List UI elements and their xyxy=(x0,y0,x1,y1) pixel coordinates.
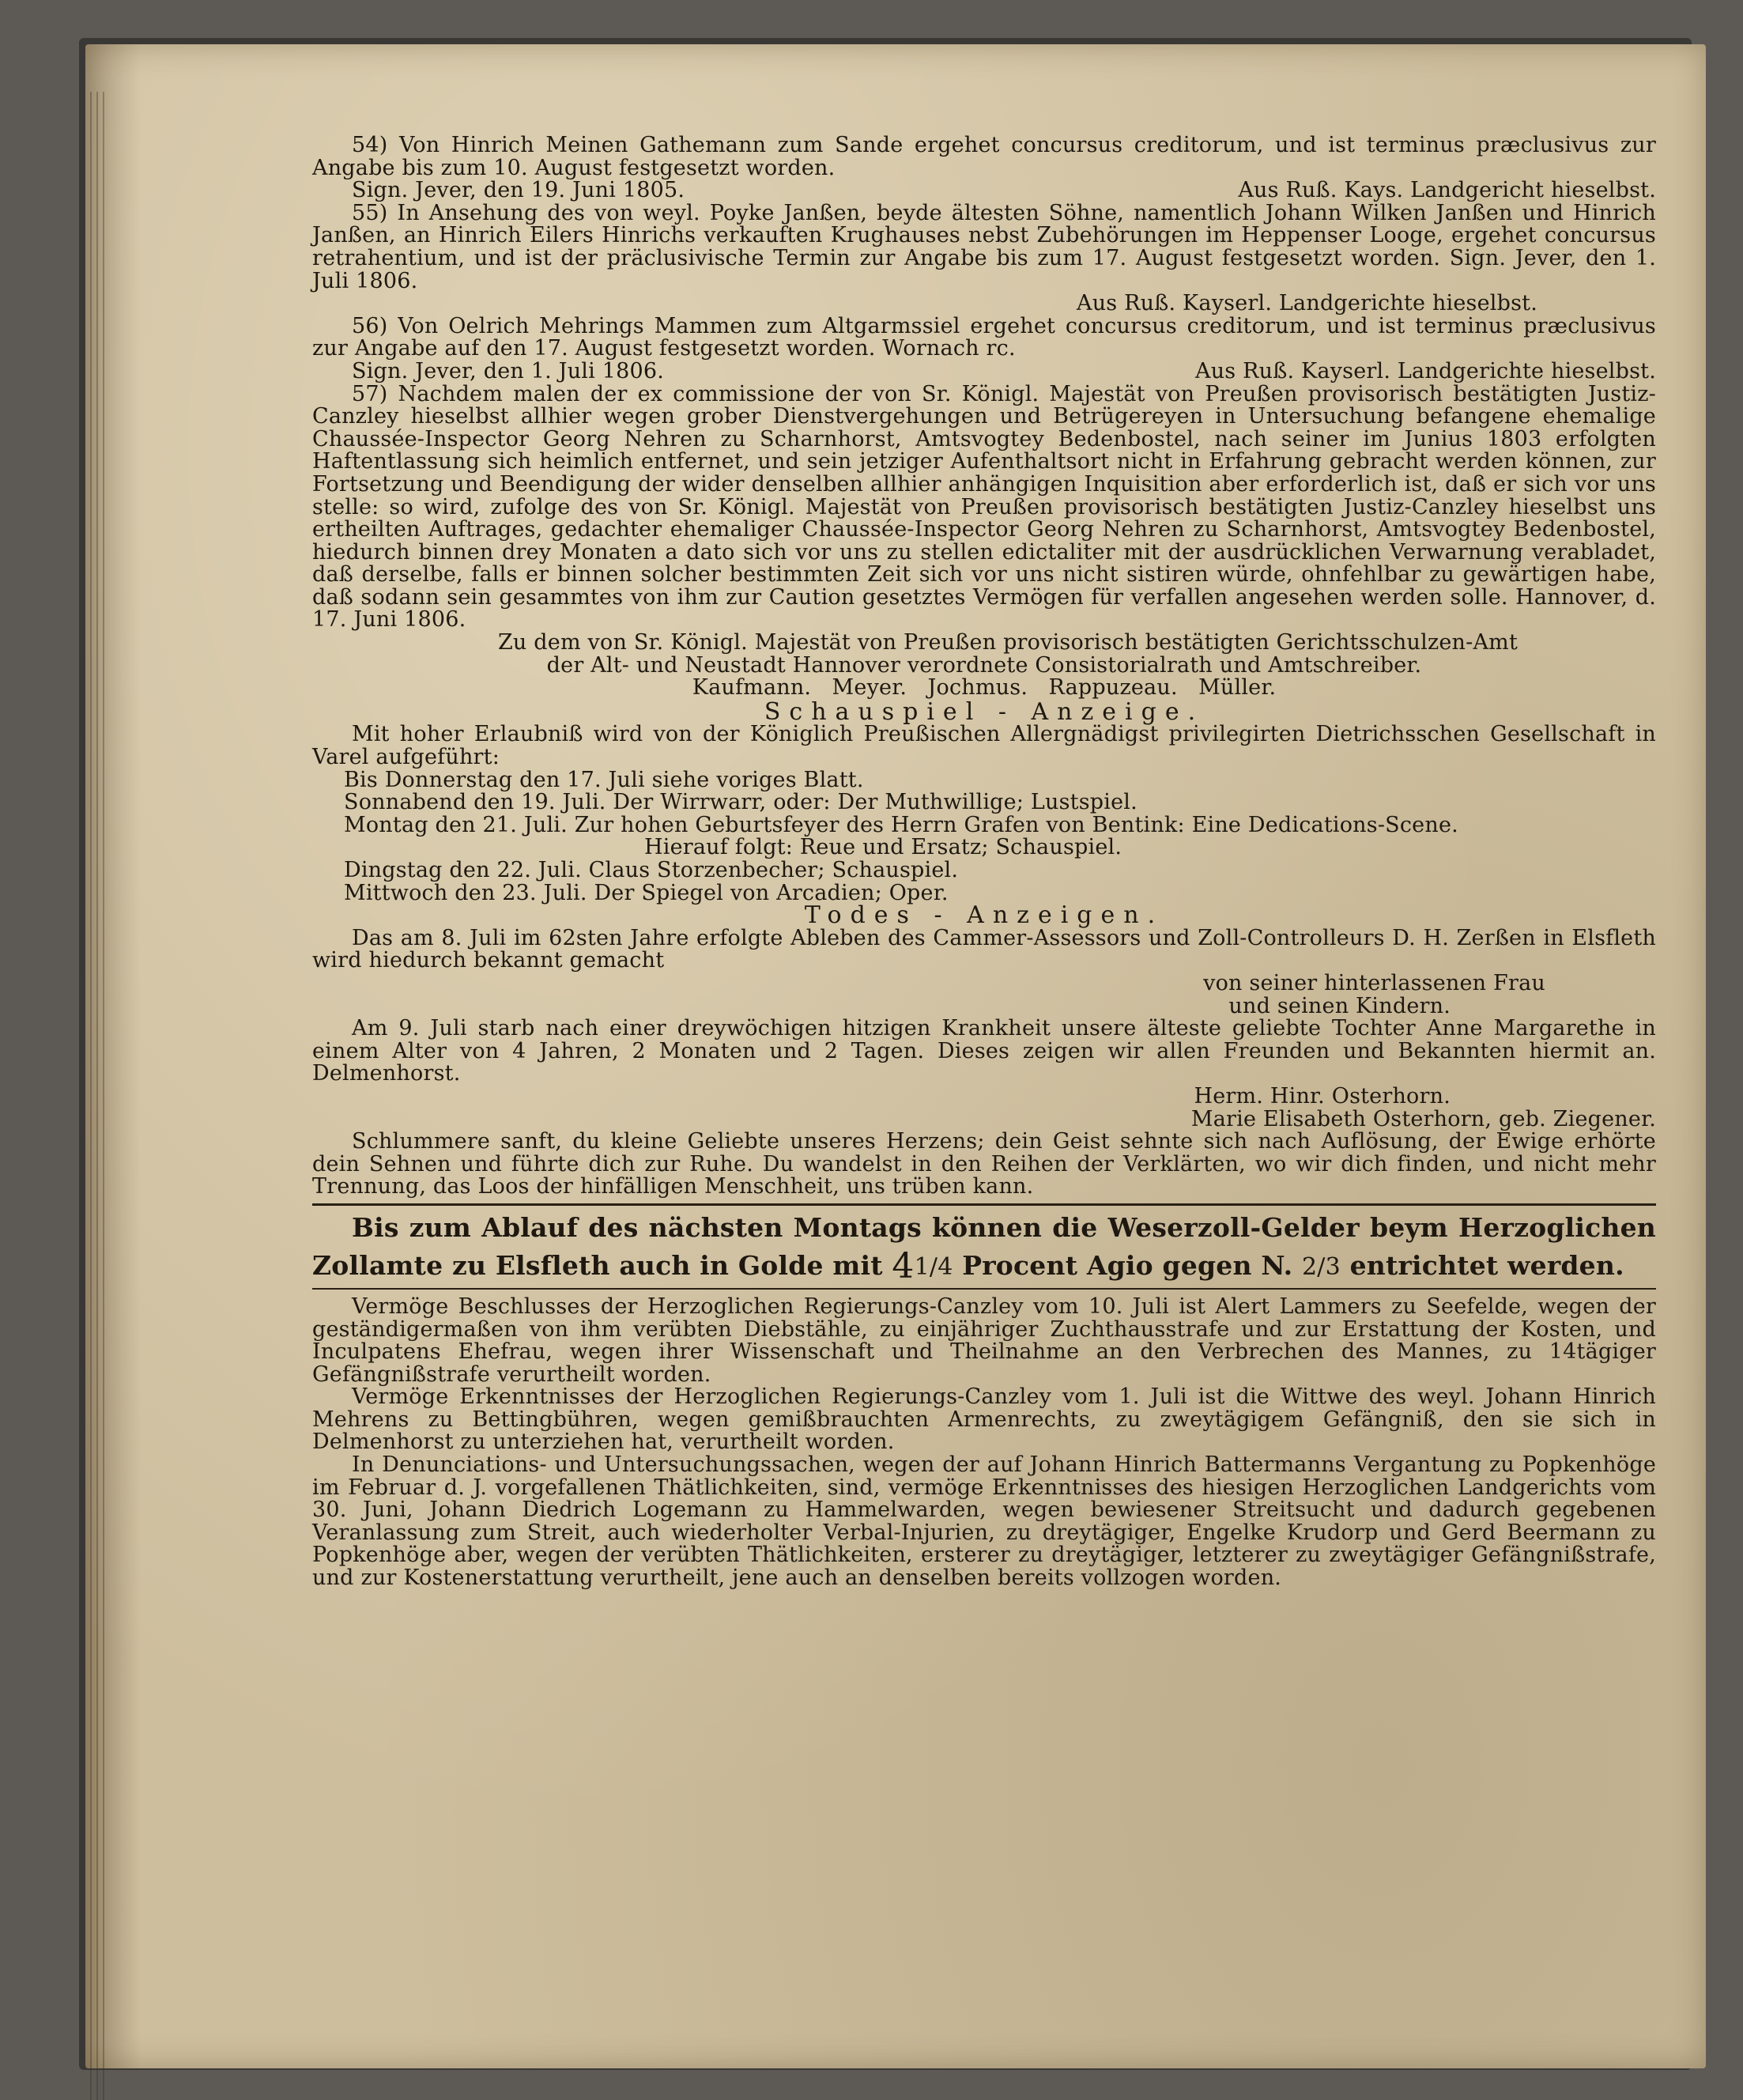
death-notice-2-sign2: Marie Elisabeth Osterhorn, geb. Ziegener. xyxy=(1190,1106,1656,1131)
notice-54-sign-right: Aus Ruß. Kays. Landgericht hieselbst. xyxy=(1238,178,1656,203)
zoll-frac2: 2/3 xyxy=(1302,1252,1341,1281)
notice-55-sign-right: Aus Ruß. Kayserl. Landgerichte hieselbst. xyxy=(1077,291,1537,316)
notice-54-sign-left: Sign. Jever, den 19. Juni 1805. xyxy=(352,178,685,203)
zoll-notice-text-b: Procent Agio gegen N. xyxy=(962,1249,1293,1281)
zoll-notice xyxy=(312,1209,1656,1286)
divider-rule xyxy=(312,1203,1656,1206)
zoll-notice-text-c: entrichtet werden. xyxy=(1349,1249,1624,1281)
page-edge-line xyxy=(90,92,92,2100)
theatre-schedule-item: Sonnabend den 19. Juli. Der Wirrwarr, oder: Der Muthwillige; Lustspiel. xyxy=(344,790,1137,815)
notice-57-text: 57) Nachdem malen der ex commissione der von Sr. Königl. Majestät von Preußen provisorisch bestätigten Justiz-Canzley hieselbst allhier wegen grober Dienstvergehungen und Betrügereyen in Untersuchung befangene ehemalige Chaussée-Inspector Georg Nehren zu Scharnhorst, Amtsvogtey Bedenbostel, nach seiner im Junius 1803 erfolgten Haftentlassung sich heimlich entfernet, und sein jetziger Aufenthaltsort nicht in Erfahrung gebracht werden können, zur Fortsetzung und Beendigung der wider denselben allhier anhängigen Inquisition aber erforderlich ist, daß er sich vor uns stelle: so wird, zufolge des von Sr. Königl. Majestät von Preußen provisorisch bestätigten Justiz-Canzley hieselbst uns ertheilten Auftrages, gedachter ehemaliger Chaussée-Inspector Georg Nehren zu Scharnhorst, Amtsvogtey Bedenbostel, hiedurch binnen drey Monaten a dato sich vor uns zu stellen edictaliter mit der ausdrücklichen Verwarnung verabladet, daß derselbe, falls er binnen solcher bestimmten Zeit sich vor uns nicht sistiren würde, ohnfehlbar zu gewärtigen habe, daß sodann sein gesammtes von ihm zur Caution gesetztes Vermögen für verfallen angesehen werden solle. Hannover, d. 17. Juni 1806. xyxy=(312,381,1656,633)
notice-56-text: 56) Von Oelrich Mehrings Mammen zum Altgarmssiel ergehet concursus creditorum, und ist terminus præclusivus zur Angabe auf den 17. August festgesetzt worden. Wornach rc. xyxy=(312,313,1656,361)
notice-54-signature xyxy=(312,179,1656,202)
death-notice-1-text: Das am 8. Juli im 62sten Jahre erfolgte Ableben des Cammer-Assessors und Zoll-Controlleurs D. H. Zerßen in Elsfleth wird hiedurch bekannt gemacht xyxy=(312,925,1656,973)
theatre-heading: Schauspiel - Anzeige. xyxy=(764,697,1205,726)
theatre-schedule-item: Hierauf folgt: Reue und Ersatz; Schauspiel. xyxy=(644,835,1122,860)
zoll-frac-whole: 4 xyxy=(892,1245,915,1286)
sentence-notice: Vermöge Beschlusses der Herzoglichen Regierungs-Canzley vom 10. Juli ist Alert Lammers zu Seefelde, wegen der geständigermaßen von ihm verübten Diebstähle, zu einjähriger Zuchthausstrafe und zur Erstattung der Kosten, und Inculpatens Ehefrau, wegen ihrer Wissenschaft und Theilnahme an den Verbrechen des Mannes, zu 14tägiger Gefängnißstrafe verurtheilt worden. xyxy=(312,1294,1656,1387)
sentence-notice: Vermöge Erkenntnisses der Herzoglichen Regierungs-Canzley vom 1. Juli ist die Wittwe des weyl. Johann Hinrich Mehrens zu Bettingbühren, wegen gemißbrauchten Armenrechts, zu zweytägigem Gefängniß, den sie sich in Delmenhorst zu unterziehen hat, verurtheilt worden. xyxy=(312,1384,1656,1455)
theatre-schedule-item: Bis Donnerstag den 17. Juli siehe voriges Blatt. xyxy=(344,767,864,792)
zoll-notice-text-a: Bis zum Ablauf des nächsten Montags können die Weserzoll-Gelder beym Herzoglichen Zollamte zu Elsfleth auch in Golde mit xyxy=(312,1211,1656,1281)
notice-56-signature xyxy=(312,358,1656,383)
notice-56-sign-right: Aus Ruß. Kayserl. Landgerichte hieselbst. xyxy=(1195,358,1656,383)
page-content xyxy=(312,134,1656,1590)
theatre-schedule-item: Mittwoch den 23. Juli. Der Spiegel von Arcadien; Oper. xyxy=(344,880,949,905)
death-notice-2-text: Am 9. Juli starb nach einer dreywöchigen hitzigen Krankheit unsere älteste geliebte Tochter Anne Margarethe in einem Alter von 4 Jahren, 2 Monaten und 2 Tagen. Dieses zeigen wir allen Freunden und Bekannten hiermit an. Delmenhorst. xyxy=(312,1016,1656,1086)
death-notice-1-sign2: und seinen Kindern. xyxy=(1228,993,1451,1018)
death-notice-1-sign1: von seiner hinterlassenen Frau xyxy=(1203,970,1545,995)
notice-57-sign-line2: der Alt- und Neustadt Hannover verordnete Consistorialrath und Amtschreiber. xyxy=(546,652,1422,678)
notice-56-sign-left: Sign. Jever, den 1. Juli 1806. xyxy=(352,358,665,383)
notice-55-text: 55) In Ansehung des von weyl. Poyke Janßen, beyde ältesten Söhne, namentlich Johann Wilken Janßen und Hinrich Janßen, an Hinrich Eilers Hinrichs verkauften Krughauses nebst Zubehörungen im Heppenser Looge, ergehet concursus retrahentium, und ist der präclusivische Termin zur Angabe bis zum 17. August festgesetzt worden. Sign. Jever, den 1. Juli 1806. xyxy=(312,200,1656,293)
divider-rule xyxy=(312,1288,1656,1290)
page-edge-line xyxy=(96,92,98,2100)
notice-54-text: 54) Von Hinrich Meinen Gathemann zum Sande ergehet concursus creditorum, und ist terminus præclusivus zur Angabe bis zum 10. August festgesetzt worden. xyxy=(312,133,1656,180)
zoll-frac: 1/4 xyxy=(914,1252,953,1281)
theatre-schedule-item: Montag den 21. Juli. Zur hohen Geburtsfeyer des Herrn Grafen von Bentink: Eine Dedications-Scene. xyxy=(344,812,1458,837)
sentence-notice: In Denunciations- und Untersuchungssachen, wegen der auf Johann Hinrich Battermanns Vergantung zu Popkenhöge im Februar d. J. vorgefallenen Thätlichkeiten, sind, vermöge Erkenntnisses des hiesigen Herzoglichen Landgerichts vom 30. Juni, Johann Diedrich Logemann zu Hammelwarden, wegen bewiesener Streitsucht und dadurch gegebenen Veranlassung zum Streit, auch wiederholter Verbal-Injurien, zu dreytägiger, Engelke Krudorp und Gerd Beermann zu Popkenhöge aber, wegen der verübten Thätlichkeiten, ersterer zu dreytägiger, letzterer zu zweytägiger Gefängnißstrafe, und zur Kostenerstattung verurtheilt, jene auch an denselben bereits vollzogen worden. xyxy=(312,1452,1656,1591)
death-notice-2-sign1: Herm. Hinr. Osterhorn. xyxy=(1194,1083,1451,1109)
death-notice-2-epitaph: Schlummere sanft, du kleine Geliebte unseres Herzens; dein Geist sehnte sich nach Auflösung, der Ewige erhörte dein Sehnen und führte dich zur Ruhe. Du wandelst in den Reihen der Verklärten, wo wir dich finden, und nicht mehr Trennung, das Loos der hinfälligen Menschheit, uns trüben kann. xyxy=(312,1129,1656,1199)
theatre-intro: Mit hoher Erlaubniß wird von der Königlich Preußischen Allergnädigst privilegirten Dietrichsschen Gesellschaft in Varel aufgeführt: xyxy=(312,722,1656,770)
notice-57-signers: Kaufmann. Meyer. Jochmus. Rappuzeau. Müller. xyxy=(692,675,1277,701)
theatre-schedule-item: Dingstag den 22. Juli. Claus Storzenbecher; Schauspiel. xyxy=(344,858,959,882)
deaths-heading: Todes - Anzeigen. xyxy=(804,901,1164,930)
notice-57-sign-line1: Zu dem von Sr. Königl. Majestät von Preußen provisorisch bestätigten Gerichtsschulzen-Amt xyxy=(497,630,1519,655)
page-edge-line xyxy=(103,92,104,2100)
